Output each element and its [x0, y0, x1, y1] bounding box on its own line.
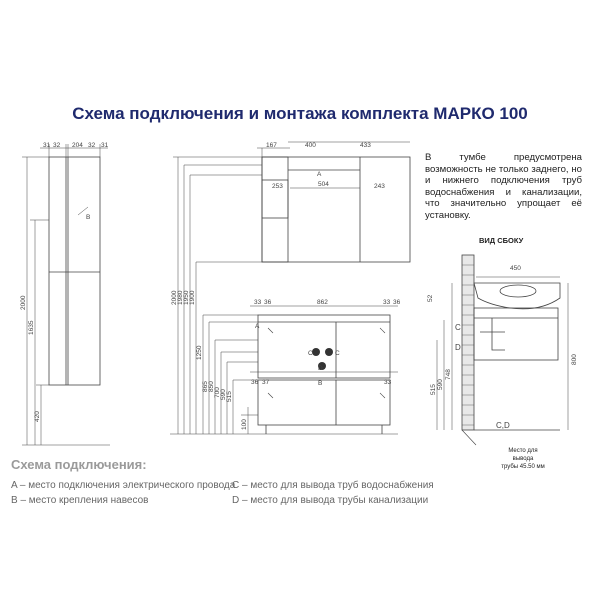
pipe-note-line1: Место для	[508, 448, 538, 454]
dim-label: 433	[360, 142, 371, 149]
dim-label: 400	[305, 142, 316, 149]
dim-label: 590	[437, 379, 444, 390]
dim-label: 1635	[28, 320, 35, 335]
side-view-title: ВИД СБОКУ	[479, 236, 524, 245]
dim-label: 504	[318, 181, 329, 188]
dim-label: 100	[241, 419, 248, 430]
dim-label: 450	[510, 265, 521, 272]
dim-label: 862	[317, 299, 328, 306]
dim-label: 2000	[171, 290, 178, 305]
marker-label: B	[86, 214, 91, 221]
dim-label: 204	[72, 142, 83, 149]
vanity-unit	[250, 306, 398, 434]
dim-label: 1250	[196, 345, 203, 360]
dim-label: 1950	[183, 290, 190, 305]
dim-label: 1900	[189, 290, 196, 305]
dim-label: 31	[43, 142, 51, 149]
dim-label: 32	[53, 142, 61, 149]
dim-label: 590	[220, 389, 227, 400]
dim-label: 36	[251, 379, 259, 386]
pipe-note-line3: трубы 45.50 мм	[501, 464, 545, 470]
legend-item-c: C – место для вывода труб водоснабжения	[232, 480, 434, 491]
dim-label: 33	[383, 299, 391, 306]
marker-label: C	[455, 323, 461, 332]
page-title: Схема подключения и монтажа комплекта МАРКО 100	[72, 104, 528, 123]
dim-label: 515	[430, 384, 437, 395]
mirror-cabinet	[257, 142, 410, 262]
dim-label: 253	[272, 183, 283, 190]
connection-note: В тумбе предусмотрена возможность не только заднего, но и нижнего подключения труб водоснабжения и канализации, что значительно упрощает её установку.	[425, 152, 582, 221]
marker-c-1	[312, 348, 320, 356]
dim-label: 33	[254, 299, 262, 306]
legend-item-b: B – место крепления навесов	[11, 495, 149, 506]
dim-label: 36	[393, 299, 401, 306]
dim-label: 36	[264, 299, 272, 306]
dim-label: 2000	[20, 295, 27, 310]
marker-label: C	[308, 350, 313, 357]
dim-label: 700	[214, 387, 221, 398]
dim-label: 31	[101, 142, 109, 149]
marker-label: B	[318, 380, 323, 387]
dim-label: 420	[34, 411, 41, 422]
legend-title: Схема подключения:	[11, 457, 147, 472]
dim-label: 37	[262, 379, 270, 386]
legend-item-a: A – место подключения электрического провода	[11, 480, 236, 491]
dim-label: 167	[266, 142, 277, 149]
pipe-note-line2: вывода	[512, 456, 534, 462]
column-cabinet	[22, 144, 110, 445]
marker-label: C,D	[496, 421, 510, 430]
dim-label: 52	[427, 294, 434, 302]
legend-item-d: D – место для вывода трубы канализации	[232, 495, 429, 506]
dim-label: 865	[202, 381, 209, 392]
dim-label: 515	[226, 391, 233, 402]
dim-label: 33	[384, 379, 392, 386]
dim-label: 800	[571, 354, 578, 365]
marker-label: D	[318, 365, 323, 372]
marker-label: A	[255, 323, 260, 330]
dim-label: 1980	[177, 290, 184, 305]
marker-label: D	[455, 343, 461, 352]
marker-label: A	[317, 171, 322, 178]
dim-label: 850	[208, 381, 215, 392]
dim-label: 32	[88, 142, 96, 149]
marker-label: C	[335, 350, 340, 357]
dim-label: 243	[374, 183, 385, 190]
dim-label: 748	[445, 369, 452, 380]
marker-c-2	[325, 348, 333, 356]
